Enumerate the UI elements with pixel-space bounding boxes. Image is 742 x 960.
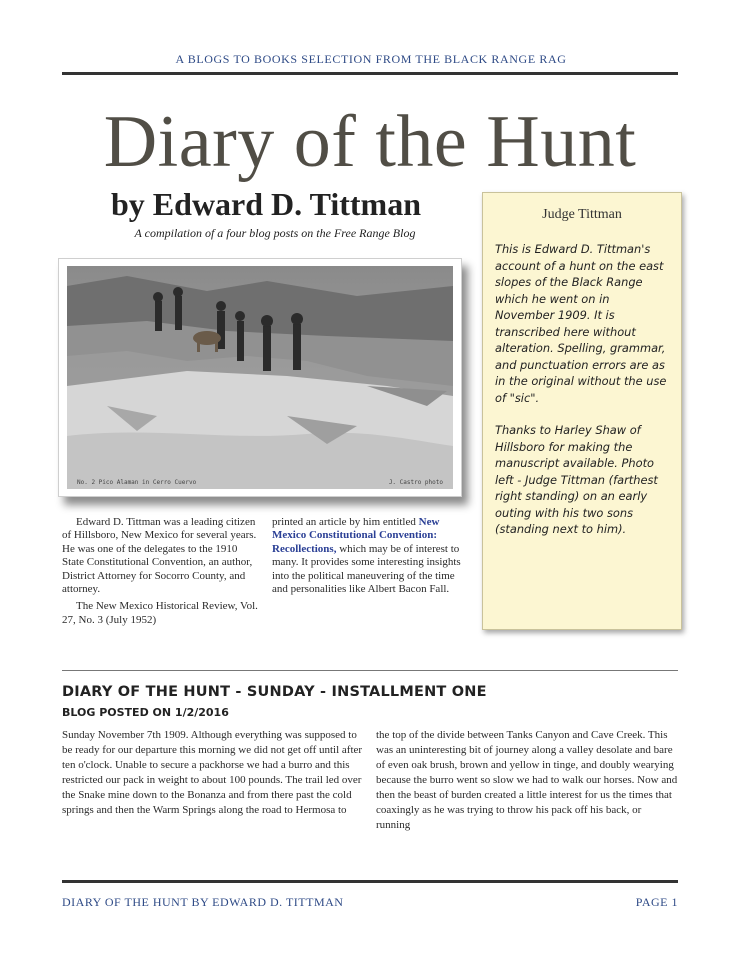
intro-column-2 xyxy=(272,516,464,596)
photo-caption: No. 2 Pico Alaman in Cerro Cuervo xyxy=(77,479,197,486)
photo-illustration xyxy=(67,266,453,489)
installment-posted-date: BLOG POSTED ON 1/2/2016 xyxy=(62,706,229,719)
historical-photo xyxy=(67,266,453,489)
installment-column-1: Sunday November 7th 1909. Although everything was supposed to be ready for our departure this morning we did not get off until after ten o'clock. Unable to secure a packhorse we had a burro and this restricted our pack in weight to about 100 pounds. The trail led over the Snake mine down to the Bonanza and from there past the cold springs and then the Warm Springs along the road to Hermosa to xyxy=(62,729,363,816)
footer-title: DIARY OF THE HUNT BY EDWARD D. TITTMAN xyxy=(62,895,344,909)
article-link[interactable]: New Mexico Constitutional Convention: Recollections, xyxy=(272,516,440,555)
installment-title: DIARY OF THE HUNT - SUNDAY - INSTALLMENT ONE xyxy=(62,684,487,700)
section-divider xyxy=(62,670,678,671)
intro-text: which may be of interest to many. It provides some interesting insights into the political maneuvering of the time and personalities like Albert Bacon Fall. xyxy=(272,542,461,596)
sidebar-body xyxy=(495,241,667,554)
sidebar-paragraph: This is Edward D. Tittman's account of a hunt on the east slopes of the Black Range which he went on in November 1909. It is transcribed here without alteration. Spelling, grammar, and punctuation errors are as in the original without the use of "sic". xyxy=(495,242,667,405)
intro-paragraph xyxy=(272,516,464,596)
sidebar-box xyxy=(482,192,682,630)
installment-column-2: the top of the divide between Tanks Canyon and Cave Creek. This was an uninteresting bit of journey along a valley desolate and bare of even oak brush, brown and yellow in tinge, and doubly wearying because the burro went so slow we had to walk our horses. Now and then the beast of burden created a little interest for us the times that coaxingly as he was trying to throw his pack off his back, or running xyxy=(376,729,678,831)
intro-text: printed an article by him entitled xyxy=(272,516,416,528)
page-number: PAGE 1 xyxy=(635,895,678,909)
compilation-note: A compilation of a four blog posts on the Free Range Blog xyxy=(134,226,416,240)
page-title: Diary of the Hunt xyxy=(103,101,637,183)
sidebar-title: Judge Tittman xyxy=(542,207,622,222)
historical-photo-frame xyxy=(58,258,462,497)
byline: by Edward D. Tittman xyxy=(111,186,421,222)
intro-column-1 xyxy=(62,516,258,627)
footer-rule xyxy=(62,880,678,883)
intro-paragraph: The New Mexico Historical Review, Vol. 27, No. 3 (July 1952) xyxy=(62,600,258,626)
photo-credit: J. Castro photo xyxy=(388,479,443,486)
top-rule xyxy=(62,72,678,75)
sidebar-paragraph: Thanks to Harley Shaw of Hillsboro for making the manuscript available. Photo left - Judge Tittman (farthest right standing) on an early outing with his two sons (standing next to him). xyxy=(495,423,658,536)
header-kicker: A BLOGS TO BOOKS SELECTION FROM THE BLACK RANGE RAG xyxy=(175,52,567,66)
intro-paragraph: Edward D. Tittman was a leading citizen of Hillsboro, New Mexico for several years. He was one of the delegates to the 1910 State Constitutional Convention, an author, District Attorney for Socorro County, and attorney. xyxy=(62,516,257,596)
